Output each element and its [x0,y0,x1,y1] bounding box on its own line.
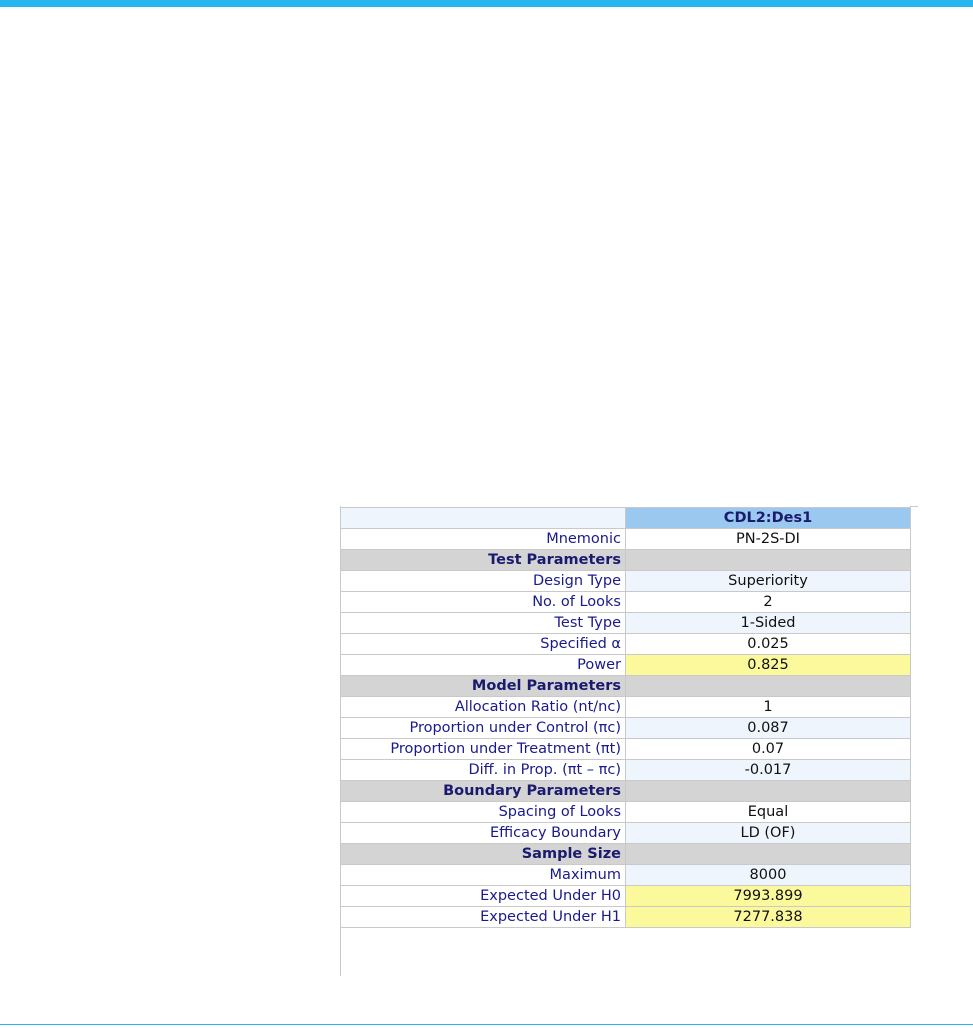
parameter-label: Spacing of Looks [341,802,626,823]
table-row-proportion-under-treatment-t [341,739,911,760]
parameter-label: Maximum [341,865,626,886]
table-row-efficacy-boundary [341,823,911,844]
table-row-mnemonic [341,529,911,550]
parameter-value[interactable]: 0.825 [626,655,911,676]
section-row-test-parameters [341,550,911,571]
parameter-value[interactable]: LD (OF) [626,823,911,844]
section-heading-value [626,676,911,697]
window-bottom-border [0,1024,973,1025]
table-row-expected-under-h1 [341,907,911,928]
table-row-diff-in-prop-t-c [341,760,911,781]
parameter-value[interactable]: 0.07 [626,739,911,760]
table-row-spacing-of-looks [341,802,911,823]
parameter-value[interactable]: Superiority [626,571,911,592]
section-heading: Test Parameters [341,550,626,571]
parameter-label: No. of Looks [341,592,626,613]
parameter-value[interactable]: 2 [626,592,911,613]
section-row-sample-size [341,844,911,865]
section-row-boundary-parameters [341,781,911,802]
parameter-value[interactable]: 0.087 [626,718,911,739]
parameter-value[interactable]: 7993.899 [626,886,911,907]
table-row-maximum [341,865,911,886]
parameter-value[interactable]: 0.025 [626,634,911,655]
parameter-label: Proportion under Control (πc) [341,718,626,739]
parameter-label: Expected Under H1 [341,907,626,928]
table-row-test-type [341,613,911,634]
table-row-allocation-ratio-nt-nc [341,697,911,718]
parameter-value[interactable]: 7277.838 [626,907,911,928]
table-row-design-type [341,571,911,592]
parameter-label: Design Type [341,571,626,592]
parameter-value[interactable]: 1-Sided [626,613,911,634]
section-heading-value [626,550,911,571]
design-output-table [340,507,911,928]
table-row-specified [341,634,911,655]
section-heading: Sample Size [341,844,626,865]
parameter-value[interactable]: 1 [626,697,911,718]
column-header-design[interactable]: CDL2:Des1 [626,508,911,529]
table-row-no-of-looks [341,592,911,613]
parameter-label: Efficacy Boundary [341,823,626,844]
parameter-label: Proportion under Treatment (πt) [341,739,626,760]
table-header-row [341,508,911,529]
parameter-label: Power [341,655,626,676]
grid-top-right-border [910,506,918,507]
window-top-accent-bar [0,0,973,7]
parameter-label: Expected Under H0 [341,886,626,907]
parameter-label: Specified α [341,634,626,655]
parameter-value[interactable]: PN-2S-DI [626,529,911,550]
parameter-value[interactable]: Equal [626,802,911,823]
section-heading: Model Parameters [341,676,626,697]
section-row-model-parameters [341,676,911,697]
parameter-value[interactable]: -0.017 [626,760,911,781]
table-row-power [341,655,911,676]
parameter-label: Allocation Ratio (nt/nc) [341,697,626,718]
design-output-table-body [341,508,911,928]
section-heading-value [626,844,911,865]
table-corner-cell [341,508,626,529]
section-heading-value [626,781,911,802]
table-row-proportion-under-control-c [341,718,911,739]
parameter-label: Test Type [341,613,626,634]
section-heading: Boundary Parameters [341,781,626,802]
parameter-label: Mnemonic [341,529,626,550]
parameter-value[interactable]: 8000 [626,865,911,886]
table-row-expected-under-h0 [341,886,911,907]
parameter-label: Diff. in Prop. (πt – πc) [341,760,626,781]
